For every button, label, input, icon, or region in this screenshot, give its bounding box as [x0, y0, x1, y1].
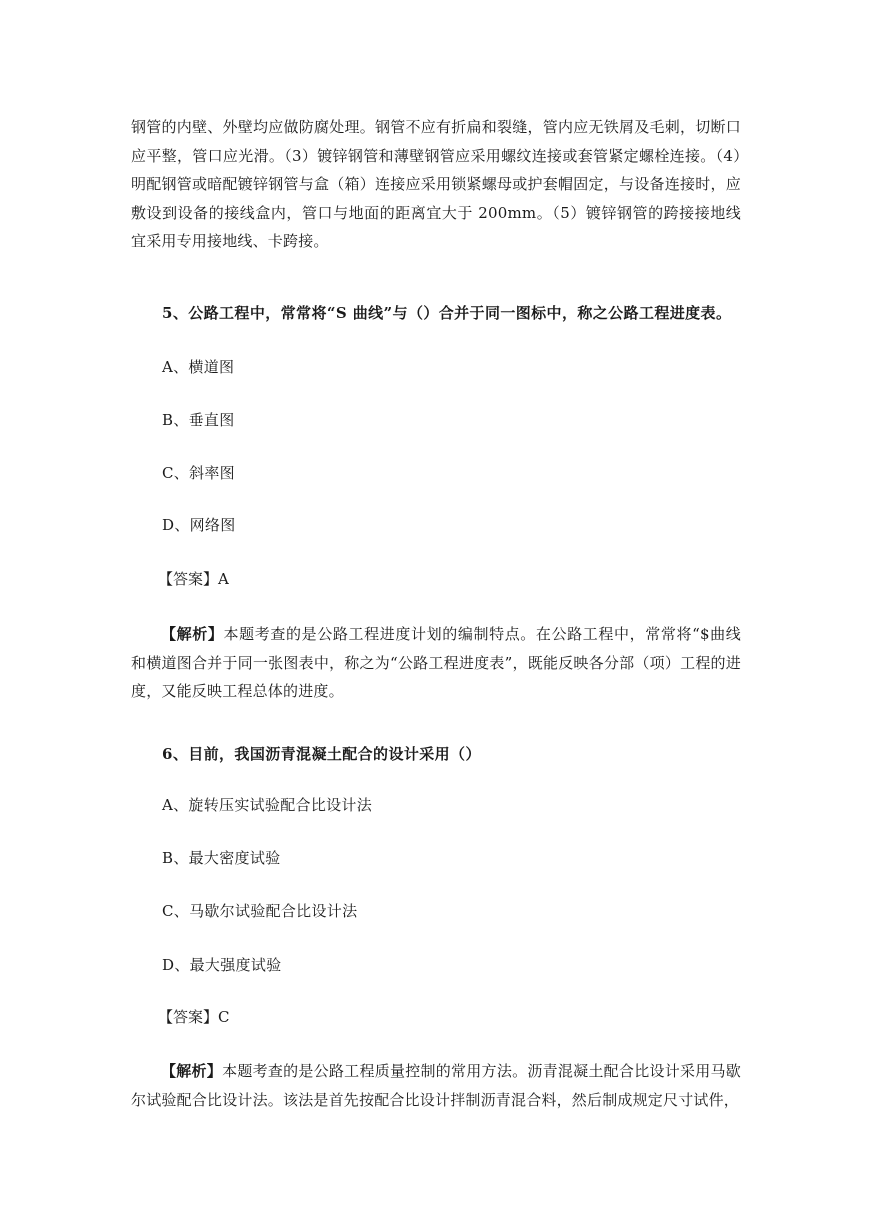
intro-paragraph: 钢管的内壁、外壁均应做防腐处理。钢管不应有折扁和裂缝，管内应无铁屑及毛刺，切断口应平整，管口应光滑。（3）镀锌钢管和薄壁钢管应采用螺纹连接或套管紧定螺栓连接。（4）明配钢管或暗配镀锌钢管与盒（箱）连接应采用锁紧螺母或护套帽固定，与设备连接时，应敷设到设备的接线盒内，管口与地面的距离宜大于 200mm。（5）镀锌钢管的跨接接地线宜采用专用接地线、卡跨接。 — [131, 118, 741, 251]
q6-answer-tag: 【答案】 — [158, 1008, 219, 1026]
q6-option-c: C、马歇尔试验配合比设计法 — [162, 902, 358, 920]
q6-answer-value: C — [218, 1008, 230, 1026]
q5-option-d: D、网络图 — [162, 516, 236, 534]
q6-option-a: A、旋转压实试验配合比设计法 — [162, 796, 373, 814]
question-6: 6、目前，我国沥青混凝土配合的设计采用（） — [162, 745, 481, 763]
q6-analysis-text: 本题考查的是公路工程质量控制的常用方法。沥青混凝土配合比设计采用马歇尔试验配合比设计法。该法是首先按配合比设计拌制沥青混合料，然后制成规定尺寸试件， — [131, 1062, 741, 1109]
question-5: 5、公路工程中，常常将“S 曲线”与（）合并于同一图标中，称之公路工程进度表。 — [162, 304, 732, 322]
q6-analysis-tag: 【解析】 — [161, 1062, 223, 1080]
q6-analysis — [131, 1057, 741, 1114]
q6-option-b: B、最大密度试验 — [162, 849, 281, 867]
q6-option-d: D、最大强度试验 — [162, 956, 282, 974]
q5-answer-value: A — [218, 570, 229, 588]
q5-option-a: A、横道图 — [162, 358, 235, 376]
q5-analysis-text: 本题考查的是公路工程进度计划的编制特点。在公路工程中，常常将“$曲线和横道图合并于同一张图表中，称之为“公路工程进度表”，既能反映各分部（项）工程的进度，又能反映工程总体的进度。 — [131, 625, 742, 701]
q5-answer-tag: 【答案】 — [158, 570, 219, 588]
q5-option-c: C、斜率图 — [162, 464, 235, 482]
q5-answer — [158, 568, 229, 589]
q5-option-b: B、垂直图 — [162, 411, 235, 429]
q5-analysis — [131, 620, 741, 706]
q5-analysis-tag: 【解析】 — [161, 625, 224, 643]
q6-answer — [158, 1006, 230, 1027]
